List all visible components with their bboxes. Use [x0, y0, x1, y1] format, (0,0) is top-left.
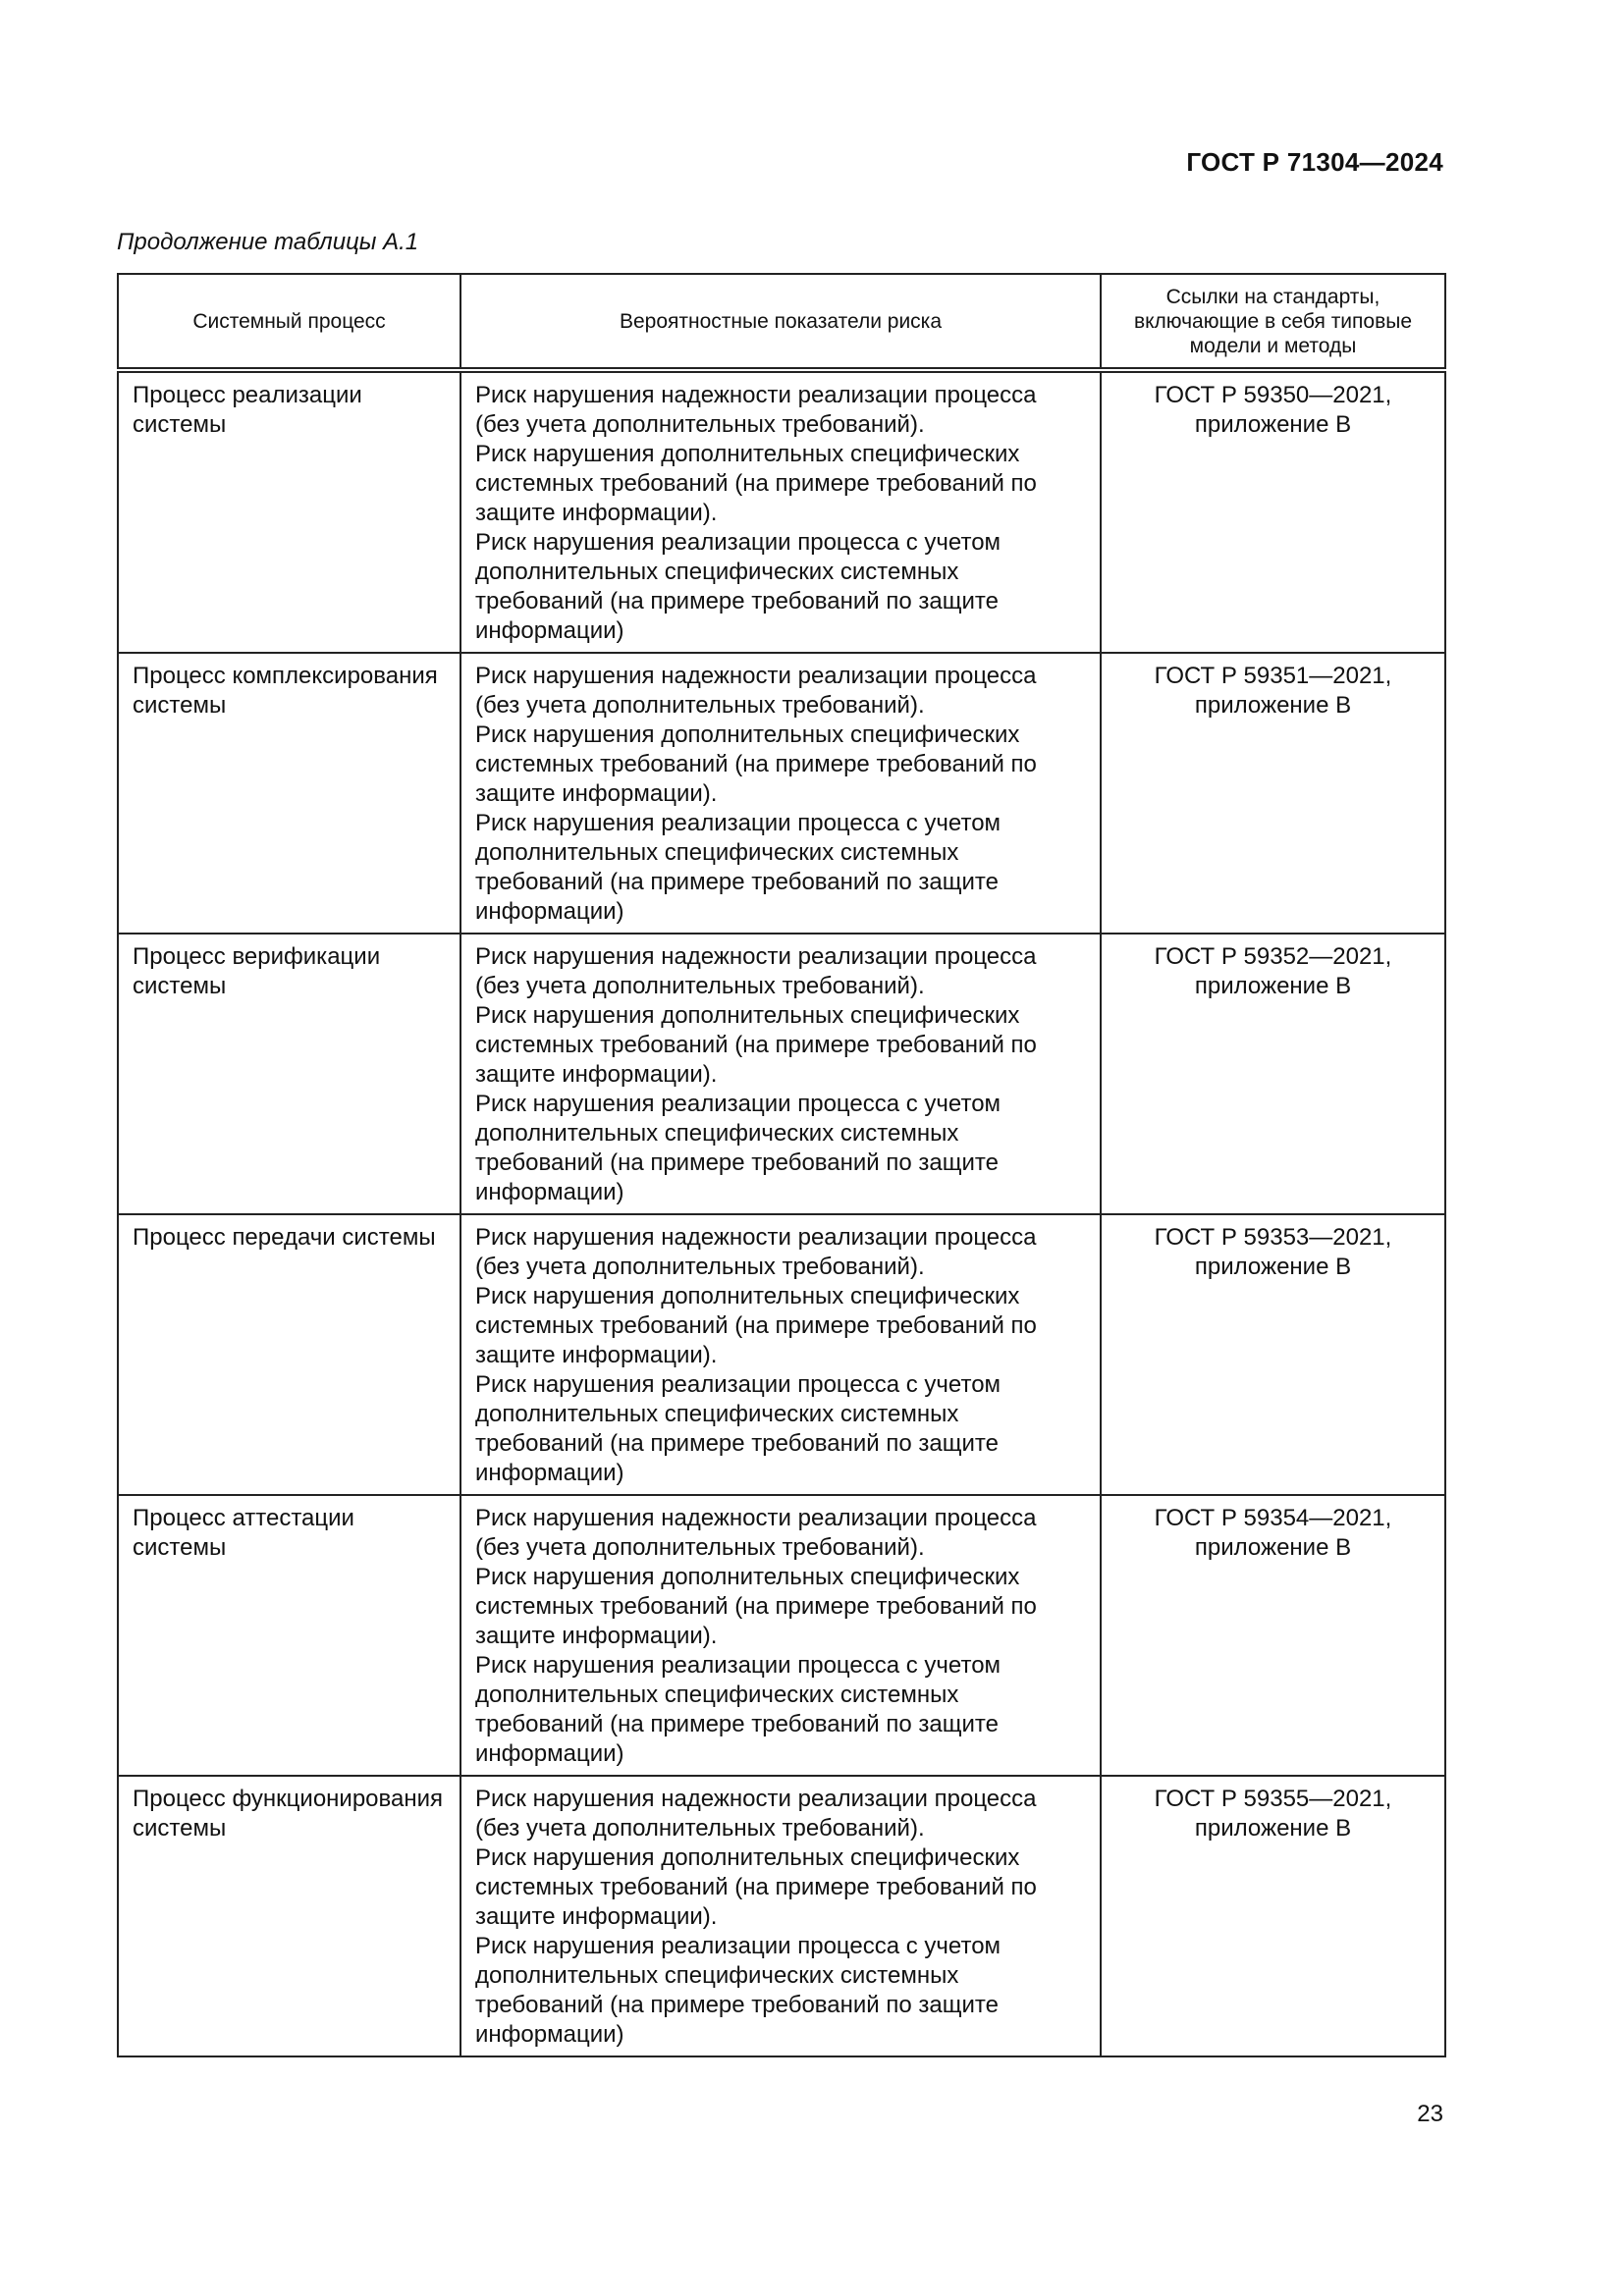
risk-table — [117, 273, 1446, 2057]
table-row — [118, 1214, 1445, 1495]
risks-cell — [460, 653, 1101, 934]
risk-item: Риск нарушения надежности реализации процесса (без учета дополнительных требований). — [475, 1224, 1037, 1280]
process-cell: Процесс передачи системы — [118, 1214, 460, 1495]
risk-item: Риск нарушения реализации процесса с учетом дополнительных специфических системных требований (на примере требований по защите информации) — [475, 1371, 1001, 1486]
risk-item: Риск нарушения надежности реализации процесса (без учета дополнительных требований). — [475, 943, 1037, 999]
risk-item: Риск нарушения надежности реализации процесса (без учета дополнительных требований). — [475, 382, 1037, 438]
risk-item: Риск нарушения реализации процесса с учетом дополнительных специфических системных требований (на примере требований по защите информации) — [475, 529, 1001, 644]
document-code: ГОСТ Р 71304—2024 — [1186, 147, 1443, 177]
process-cell: Процесс реализации системы — [118, 370, 460, 653]
column-header-risk-indicators: Вероятностные показатели риска — [460, 274, 1101, 370]
table-header-row — [118, 274, 1445, 370]
risk-item: Риск нарушения дополнительных специфических системных требований (на примере требований по защите информации). — [475, 1002, 1037, 1088]
table-row — [118, 653, 1445, 934]
column-header-standards: Ссылки на стандарты, включающие в себя типовые модели и методы — [1101, 274, 1445, 370]
reference-cell: ГОСТ Р 59352—2021, приложение В — [1101, 934, 1445, 1214]
page-number: 23 — [1417, 2101, 1443, 2127]
reference-cell: ГОСТ Р 59351—2021, приложение В — [1101, 653, 1445, 934]
risks-cell — [460, 1776, 1101, 2056]
risk-item: Риск нарушения надежности реализации процесса (без учета дополнительных требований). — [475, 1505, 1037, 1561]
process-cell: Процесс аттестации системы — [118, 1495, 460, 1776]
risk-item: Риск нарушения реализации процесса с учетом дополнительных специфических системных требований (на примере требований по защите информации) — [475, 1091, 1001, 1205]
risk-item: Риск нарушения реализации процесса с учетом дополнительных специфических системных требований (на примере требований по защите информации) — [475, 1933, 1001, 2048]
table-row — [118, 370, 1445, 653]
risk-item: Риск нарушения дополнительных специфических системных требований (на примере требований по защите информации). — [475, 721, 1037, 807]
reference-cell: ГОСТ Р 59355—2021, приложение В — [1101, 1776, 1445, 2056]
reference-cell: ГОСТ Р 59353—2021, приложение В — [1101, 1214, 1445, 1495]
risk-item: Риск нарушения реализации процесса с учетом дополнительных специфических системных требований (на примере требований по защите информации) — [475, 810, 1001, 925]
risks-cell — [460, 934, 1101, 1214]
reference-cell: ГОСТ Р 59350—2021, приложение В — [1101, 370, 1445, 653]
table-caption: Продолжение таблицы А.1 — [117, 229, 419, 255]
risks-cell — [460, 1495, 1101, 1776]
risks-cell — [460, 370, 1101, 653]
table-row — [118, 934, 1445, 1214]
table-container — [117, 273, 1444, 2057]
reference-cell: ГОСТ Р 59354—2021, приложение В — [1101, 1495, 1445, 1776]
table-row — [118, 1495, 1445, 1776]
column-header-process: Системный процесс — [118, 274, 460, 370]
risks-cell — [460, 1214, 1101, 1495]
process-cell: Процесс комплексирования системы — [118, 653, 460, 934]
risk-item: Риск нарушения дополнительных специфических системных требований (на примере требований по защите информации). — [475, 1564, 1037, 1649]
process-cell: Процесс верификации системы — [118, 934, 460, 1214]
risk-item: Риск нарушения надежности реализации процесса (без учета дополнительных требований). — [475, 663, 1037, 719]
risk-item: Риск нарушения дополнительных специфических системных требований (на примере требований по защите информации). — [475, 441, 1037, 526]
risk-item: Риск нарушения дополнительных специфических системных требований (на примере требований по защите информации). — [475, 1844, 1037, 1930]
risk-item: Риск нарушения надежности реализации процесса (без учета дополнительных требований). — [475, 1786, 1037, 1842]
process-cell: Процесс функционирования системы — [118, 1776, 460, 2056]
table-row — [118, 1776, 1445, 2056]
risk-item: Риск нарушения дополнительных специфических системных требований (на примере требований по защите информации). — [475, 1283, 1037, 1368]
risk-item: Риск нарушения реализации процесса с учетом дополнительных специфических системных требований (на примере требований по защите информации) — [475, 1652, 1001, 1767]
